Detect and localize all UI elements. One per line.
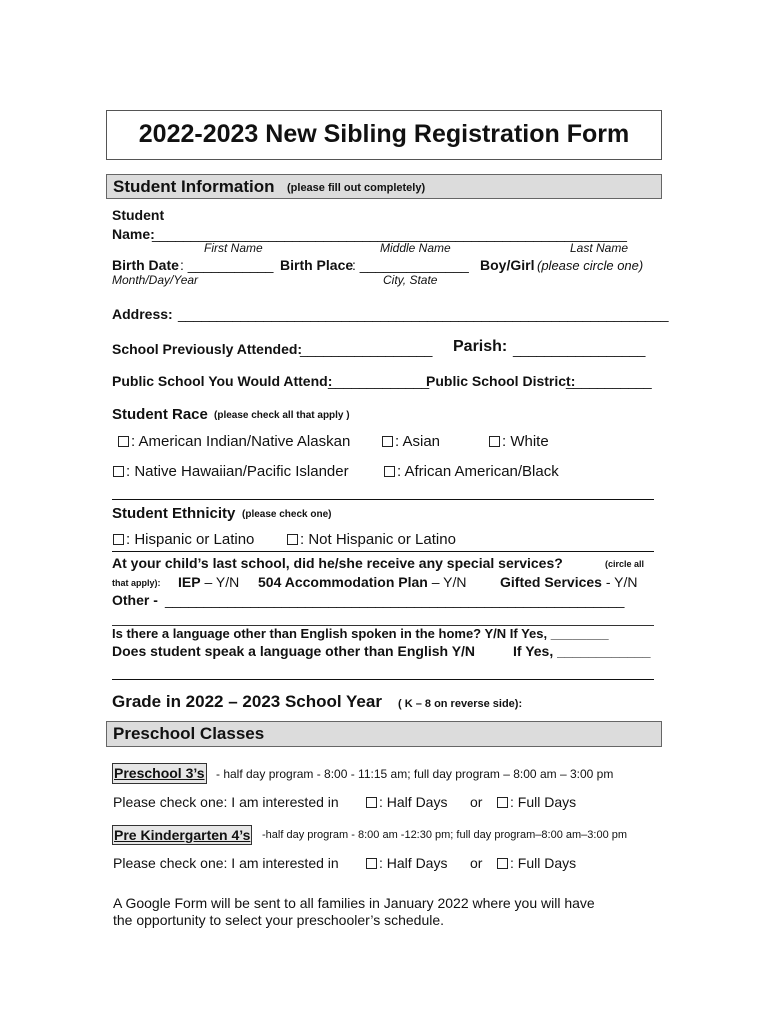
divider (112, 499, 654, 500)
ethnicity-heading: Student Ethnicity (112, 505, 236, 522)
pk4-or: or (470, 855, 483, 871)
p3-half-days[interactable] (366, 794, 447, 810)
iep-yn: – Y/N (200, 574, 240, 590)
race-option-label: : Asian (395, 433, 441, 450)
preschool-3s-label: Preschool 3’s (112, 763, 207, 784)
half-days-label: : Half Days (379, 794, 448, 810)
divider (112, 679, 654, 680)
language-question-2-ifyes[interactable]: If Yes, ____________ (513, 643, 651, 659)
boy-girl-label[interactable]: Boy/Girl (480, 257, 535, 273)
p3-check-prompt: Please check one: I am interested in (113, 794, 339, 810)
checkbox[interactable] (113, 534, 124, 545)
birth-date-label: Birth Date (112, 257, 179, 273)
address-line[interactable]: _______________________________________________________________ (178, 306, 669, 322)
checkbox[interactable] (113, 466, 124, 477)
name-label: Name: (112, 226, 155, 242)
ethnicity-option-label: : Not Hispanic or Latino (300, 531, 456, 548)
full-days-label: : Full Days (510, 794, 577, 810)
preschool-heading: Preschool Classes (113, 724, 265, 743)
student-label: Student (112, 207, 165, 223)
title-box (106, 110, 662, 160)
other-label: Other - (112, 592, 158, 608)
public-school-label: Public School You Would Attend: (112, 373, 333, 389)
google-form-note-line2: the opportunity to select your preschooler’s schedule. (113, 912, 445, 928)
checkbox[interactable] (287, 534, 298, 545)
race-option-label: : American Indian/Native Alaskan (131, 433, 351, 450)
public-district-label: Public School District: (426, 373, 576, 389)
checkbox[interactable] (366, 858, 377, 869)
checkbox[interactable] (382, 436, 393, 447)
ethnicity-option-hispanic[interactable] (113, 531, 254, 548)
checkbox[interactable] (497, 797, 508, 808)
pk4-half-days[interactable] (366, 855, 447, 871)
divider (112, 551, 654, 552)
plan504-label: 504 Accommodation Plan (258, 574, 428, 590)
gifted-field[interactable] (500, 574, 637, 590)
birth-place-line[interactable]: : ______________ (352, 257, 469, 273)
pk4-full-days[interactable] (497, 855, 576, 871)
ethnicity-note: (please check one) (242, 509, 332, 520)
student-info-bar (106, 174, 662, 199)
checkbox[interactable] (366, 797, 377, 808)
date-format-caption: Month/Day/Year (112, 273, 199, 287)
address-label: Address: (112, 306, 173, 322)
birth-date-line[interactable]: : ___________ (180, 257, 274, 273)
city-state-caption: City, State (383, 273, 438, 287)
full-days-label: : Full Days (510, 855, 577, 871)
race-option-american-indian[interactable] (118, 433, 350, 450)
public-district-line[interactable]: ___________ (566, 373, 652, 389)
race-option-asian[interactable] (382, 433, 440, 450)
race-note: (please check all that apply ) (214, 410, 350, 421)
name-line[interactable]: _____________________________________________________________ (152, 226, 627, 242)
p3-full-days[interactable] (497, 794, 576, 810)
parish-line[interactable]: _________________ (513, 341, 646, 357)
iep-field[interactable] (178, 574, 239, 590)
student-info-note: (please fill out completely) (287, 182, 426, 194)
first-name-caption: First Name (204, 241, 263, 255)
google-form-note-line1: A Google Form will be sent to all families in January 2022 where you will have (113, 895, 595, 911)
birth-place-label: Birth Place (280, 257, 354, 273)
half-days-label: : Half Days (379, 855, 448, 871)
ethnicity-option-not-hispanic[interactable] (287, 531, 456, 548)
race-heading: Student Race (112, 406, 208, 423)
iep-label: IEP (178, 574, 201, 590)
public-school-line[interactable]: _____________ (328, 373, 430, 389)
preschool-3s-desc: - half day program - 8:00 - 11:15 am; full day program – 8:00 am – 3:00 pm (216, 767, 614, 781)
plan504-field[interactable] (258, 574, 467, 590)
race-option-african-american[interactable] (384, 463, 559, 480)
checkbox[interactable] (384, 466, 395, 477)
other-line[interactable]: ___________________________________________________________ (165, 592, 625, 608)
preschool-bar (106, 721, 662, 747)
race-option-label: : African American/Black (397, 463, 559, 480)
grade-note: ( K – 8 on reverse side): (398, 698, 523, 710)
gifted-yn: - Y/N (601, 574, 638, 590)
school-previous-line[interactable]: _________________ (300, 341, 433, 357)
pre-k-4s-desc: -half day program - 8:00 am -12:30 pm; full day program–8:00 am–3:00 pm (262, 829, 628, 841)
checkbox[interactable] (497, 858, 508, 869)
language-question-2: Does student speak a language other than English Y/N (112, 643, 476, 659)
language-question-1: Is there a language other than English spoken in the home? Y/N If Yes, ________ (112, 626, 609, 641)
services-note-a: (circle all (605, 559, 645, 569)
pre-k-4s-label: Pre Kindergarten 4’s (114, 827, 251, 843)
pk4-check-prompt: Please check one: I am interested in (113, 855, 339, 871)
gifted-label: Gifted Services (500, 574, 602, 590)
p3-or: or (470, 794, 483, 810)
school-previous-label: School Previously Attended: (112, 341, 303, 357)
services-question: At your child’s last school, did he/she receive any special services? (112, 555, 563, 571)
checkbox[interactable] (118, 436, 129, 447)
race-option-label: : Native Hawaiian/Pacific Islander (126, 463, 349, 480)
last-name-caption: Last Name (570, 241, 629, 255)
student-info-heading: Student Information (113, 177, 275, 196)
grade-heading: Grade in 2022 – 2023 School Year (112, 692, 382, 711)
middle-name-caption: Middle Name (380, 241, 451, 255)
parish-label: Parish: (453, 338, 508, 355)
checkbox[interactable] (489, 436, 500, 447)
services-note-b: that apply): (112, 578, 161, 588)
form-title: 2022-2023 New Sibling Registration Form (138, 120, 630, 148)
ethnicity-option-label: : Hispanic or Latino (126, 531, 255, 548)
boy-girl-note: (please circle one) (537, 258, 644, 273)
plan504-yn: – Y/N (427, 574, 467, 590)
race-option-native-hawaiian[interactable] (113, 463, 349, 480)
race-option-white[interactable] (489, 433, 549, 450)
race-option-label: : White (502, 433, 549, 450)
